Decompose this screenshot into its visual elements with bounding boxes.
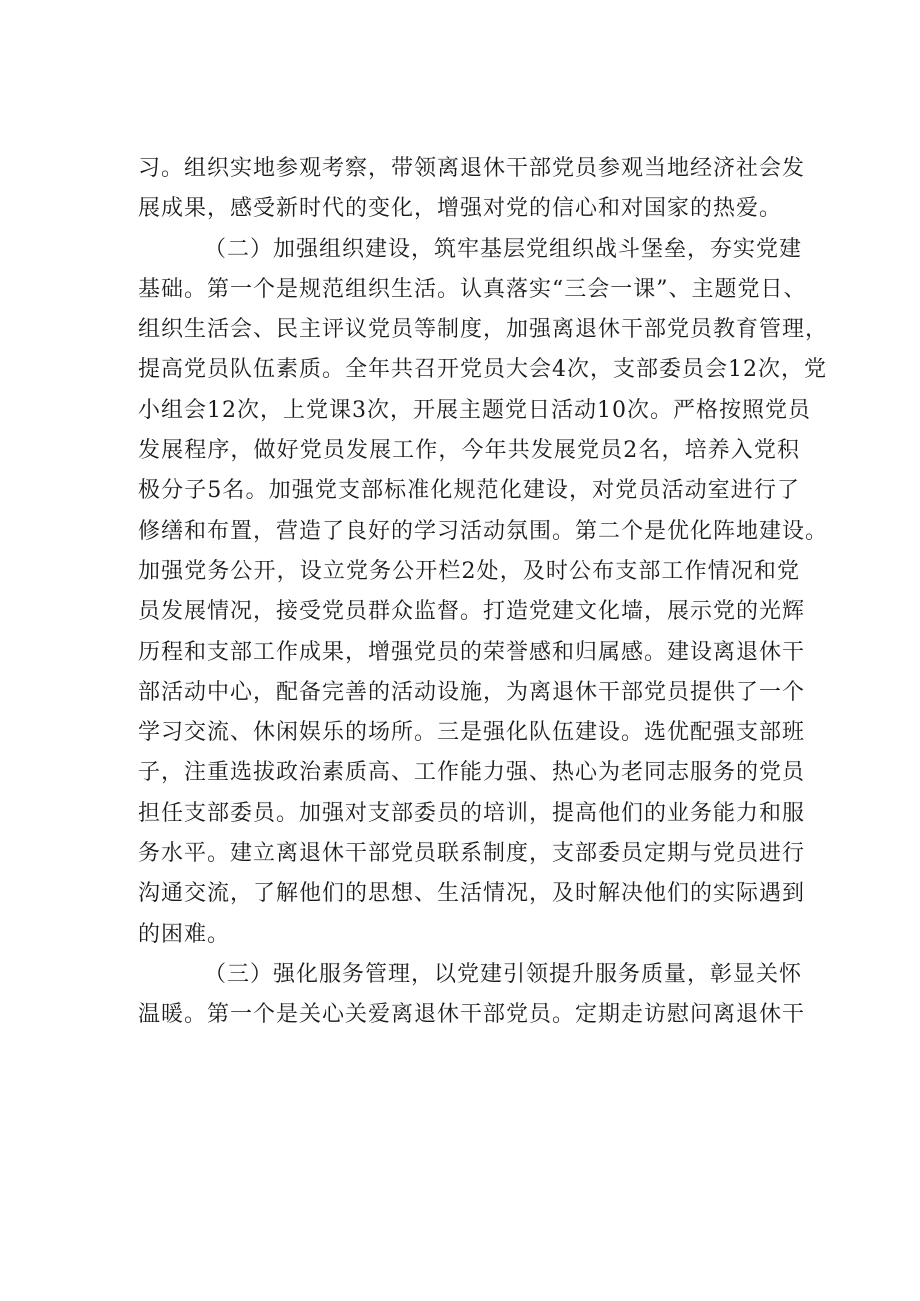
text-line: 提高党员队伍素质。全年共召开党员大会4次，支部委员会12次，党 bbox=[138, 357, 827, 383]
text-line: 历程和支部工作成果，增强党员的荣誉感和归属感。建设离退休干 bbox=[138, 639, 806, 665]
text-line: 员发展情况，接受党员群众监督。打造党建文化墙，展示党的光辉 bbox=[138, 599, 806, 625]
text-line: 极分子5名。加强党支部标准化规范化建设，对党员活动室进行了 bbox=[138, 478, 800, 504]
section-heading-line: （二）加强组织建设，筑牢基层党组织战斗堡垒，夯实党建 bbox=[204, 236, 803, 262]
text-line: 基础。第一个是规范组织生活。认真落实“三会一课”、主题党日、 bbox=[138, 276, 807, 302]
text-line: 学习交流、休闲娱乐的场所。三是强化队伍建设。选优配强支部班 bbox=[138, 720, 806, 746]
section-heading-line: （三）强化服务管理，以党建引领提升服务质量，彰显关怀 bbox=[204, 961, 803, 987]
text-line: 修缮和布置，营造了良好的学习活动氛围。第二个是优化阵地建设。 bbox=[138, 518, 829, 544]
text-line: 的困难。 bbox=[138, 921, 231, 947]
text-line: 沟通交流，了解他们的思想、生活情况，及时解决他们的实际遇到 bbox=[138, 881, 806, 907]
text-line: 发展程序，做好党员发展工作，今年共发展党员2名，培养入党积 bbox=[138, 438, 800, 464]
text-line: 习。组织实地参观考察，带领离退休干部党员参观当地经济社会发 bbox=[138, 156, 806, 181]
text-line: 子，注重选拔政治素质高、工作能力强、热心为老同志服务的党员 bbox=[138, 760, 806, 786]
text-line: 展成果，感受新时代的变化，增强对党的信心和对国家的热爱。 bbox=[138, 196, 783, 222]
paragraph-section-2 bbox=[138, 230, 829, 955]
text-line: 务水平。建立离退休干部党员联系制度，支部委员定期与党员进行 bbox=[138, 841, 806, 867]
document-body bbox=[138, 149, 829, 1036]
text-line: 担任支部委员。加强对支部委员的培训，提高他们的业务能力和服 bbox=[138, 800, 806, 826]
text-line: 小组会12次，上党课3次，开展主题党日活动10次。严格按照党员 bbox=[138, 397, 811, 423]
text-line: 组织生活会、民主评议党员等制度，加强离退休干部党员教育管理， bbox=[138, 317, 829, 343]
paragraph-continuation bbox=[138, 149, 806, 230]
text-line: 加强党务公开，设立党务公开栏2处，及时公布支部工作情况和党 bbox=[138, 558, 800, 584]
paragraph-section-3 bbox=[138, 955, 806, 1036]
text-line: 温暖。第一个是关心关爱离退休干部党员。定期走访慰问离退休干 bbox=[138, 1002, 806, 1028]
text-line: 部活动中心，配备完善的活动设施，为离退休干部党员提供了一个 bbox=[138, 679, 806, 705]
